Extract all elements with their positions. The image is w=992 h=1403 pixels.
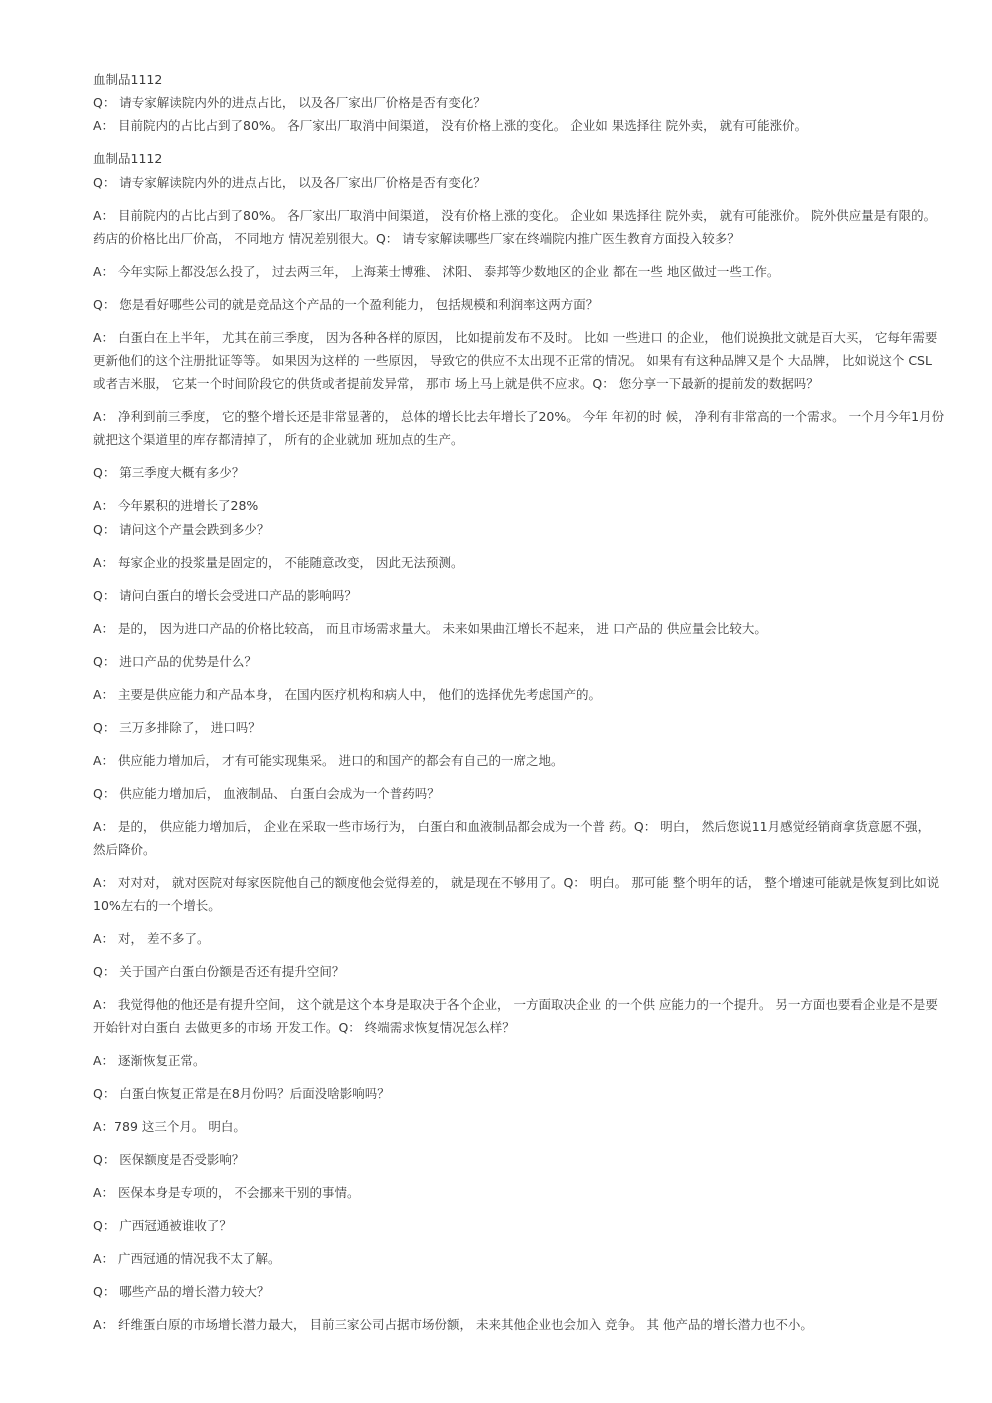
qa-paragraph: A： 是的， 因为进口产品的价格比较高， 而且市场需求量大。 未来如果曲江增长不起来， 进 口产品的 供应量会比较大。 — [93, 620, 767, 636]
section-heading: 血制品1112 — [93, 72, 163, 87]
qa-paragraph: A： 净利到前三季度， 它的整个增长还是非常显著的， 总体的增长比去年增长了20%。 今年 年初的时 候， 净利有非常高的一个需求。 一个月今年1月份就把这个渠道里的库存都清掉了， 所有的企业就加 班加点的生产。 — [93, 409, 945, 448]
qa-paragraph: A： 供应能力增加后， 才有可能实现集采。 进口的和国产的都会有自己的一席之地。 — [93, 752, 564, 768]
section-heading: 血制品1112 — [93, 151, 163, 167]
qa-paragraph: Q： 请专家解读院内外的进点占比， 以及各厂家出厂价格是否有变化？ — [93, 174, 486, 190]
qa-paragraph: A： 主要是供应能力和产品本身， 在国内医疗机构和病人中， 他们的选择优先考虑国产的。 — [93, 686, 601, 702]
qa-paragraph: Q： 医保额度是否受影响？ — [93, 1152, 245, 1168]
qa-paragraph: Q： 进口产品的优势是什么？ — [93, 653, 257, 669]
qa-paragraph: Q： 供应能力增加后， 血液制品、 白蛋白会成为一个普药吗？ — [93, 785, 440, 801]
qa-paragraph: A： 白蛋白在上半年， 尤其在前三季度， 因为各种各样的原因， 比如提前发布不及时。 比如 一些进口 的企业， 他们说换批文就是百大买， 它每年需要更新他们的这个注册批证等等。 如果因为这样的 一些原因， 导致它的供应不太出现不正常的情况。 如果有有这种品牌又是个 大品牌， 比如说这个 CSL 或者吉米服， 它某一个时间阶段它的供货或者提前发异常， 那市 场上马上就是供不应求。Q： 您分享一下最新的提前发的数据吗？ — [93, 329, 938, 392]
qa-paragraph: A： 逐渐恢复正常。 — [93, 1053, 206, 1069]
qa-paragraph: Q： 广西冠通被谁收了？ — [93, 1218, 232, 1234]
qa-paragraph: A： 今年实际上都没怎么投了， 过去两三年， 上海莱士博雅、 沭阳、 泰邦等少数地区的企业 都在一些 地区做过一些工作。 — [93, 263, 780, 279]
qa-paragraph: A：789 这三个月。 明白。 — [93, 1119, 246, 1135]
qa-paragraph: A： 对， 差不多了。 — [93, 931, 210, 947]
qa-paragraph: A： 我觉得他的他还是有提升空间， 这个就是这个本身是取决于各个企业， 一方面取决企业 的一个供 应能力的一个提升。 另一方面也要看企业是不是要开始针对白蛋白 去做更多的市场 开发工作。Q： 终端需求恢复情况怎么样？ — [93, 997, 938, 1036]
qa-paragraph: A： 对对对， 就对医院对每家医院他自己的额度他会觉得差的， 就是现在不够用了。Q： 明白。 那可能 整个明年的话， 整个增速可能就是恢复到比如说10%左右的一个增长。 — [93, 874, 940, 914]
qa-paragraph: A： 医保本身是专项的， 不会挪来干别的事情。 — [93, 1185, 360, 1201]
qa-paragraph: Q： 请问白蛋白的增长会受进口产品的影响吗？ — [93, 587, 357, 603]
document-body — [93, 68, 945, 1346]
qa-paragraph: Q： 您是看好哪些公司的就是竞品这个产品的一个盈利能力， 包括规模和利润率这两方面？ — [93, 296, 599, 312]
qa-paragraph: A： 今年累积的进增长了28% — [93, 498, 259, 514]
qa-paragraph: A： 广西冠通的情况我不太了解。 — [93, 1251, 281, 1267]
qa-paragraph: Q： 请专家解读院内外的进点占比， 以及各厂家出厂价格是否有变化？ — [93, 95, 486, 111]
qa-paragraph: Q： 关于国产白蛋白份额是否还有提升空间？ — [93, 964, 345, 980]
qa-paragraph: A： 每家企业的投浆量是固定的， 不能随意改变， 因此无法预测。 — [93, 554, 464, 570]
qa-paragraph: A： 目前院内的占比占到了80%。 各厂家出厂取消中间渠道， 没有价格上涨的变化。 企业如 果选择往 院外卖， 就有可能涨价。 院外供应量是有限的。 药店的价格比出厂价高， 不同地方 情况差别很大。Q： 请专家解读哪些厂家在终端院内推广医生教育方面投入较多？ — [93, 207, 937, 246]
qa-paragraph: Q： 白蛋白恢复正常是在8月份吗？后面没啥影响吗？ — [93, 1086, 390, 1102]
qa-paragraph: Q： 第三季度大概有多少？ — [93, 465, 245, 481]
qa-paragraph: A： 纤维蛋白原的市场增长潜力最大， 目前三家公司占据市场份额， 未来其他企业也会加入 竞争。 其 他产品的增长潜力也不小。 — [93, 1317, 813, 1333]
qa-paragraph: Q： 三万多排除了， 进口吗？ — [93, 719, 261, 735]
qa-paragraph: A： 目前院内的占比占到了80%。 各厂家出厂取消中间渠道， 没有价格上涨的变化。 企业如 果选择往 院外卖， 就有可能涨价。 — [93, 118, 808, 134]
qa-paragraph: A： 是的， 供应能力增加后， 企业在采取一些市场行为， 白蛋白和血液制品都会成为一个普 药。Q： 明白， 然后您说11月感觉经销商拿货意愿不强， 然后降价。 — [93, 818, 931, 857]
qa-paragraph: Q： 哪些产品的增长潜力较大？ — [93, 1284, 270, 1300]
qa-paragraph: Q： 请问这个产量会跌到多少？ — [93, 521, 270, 537]
